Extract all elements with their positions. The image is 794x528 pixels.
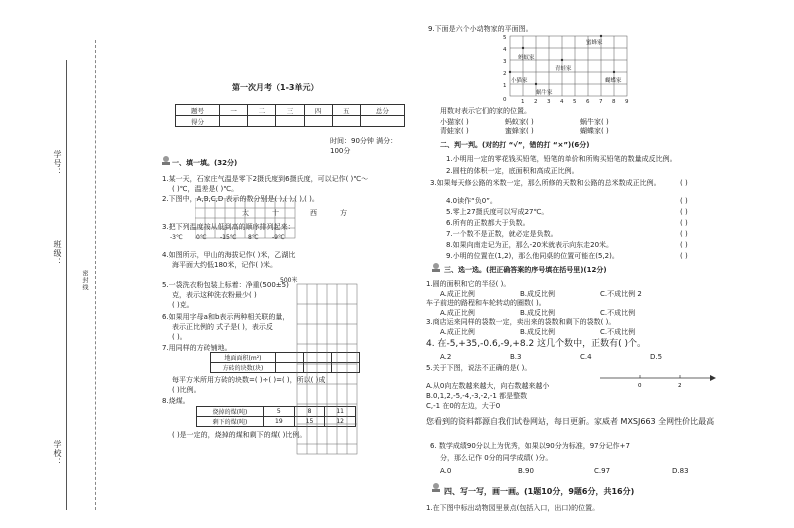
choice-opt: C.不成比例 bbox=[600, 328, 636, 336]
y-tick: 4 bbox=[503, 47, 507, 53]
q8-answer: ( )是一定的，烧掉的煤和剩下的煤( )比例。 bbox=[172, 431, 307, 439]
section2-heading: 二、判一判。(对的打 “√”，错的打 “×”)(6分) bbox=[440, 141, 590, 149]
choice-opt: D.5 bbox=[650, 353, 663, 361]
choice-opt: A.成正比例 bbox=[440, 328, 475, 336]
choice-opt: C.不成比例 2 bbox=[600, 290, 642, 298]
promo-note: 您看到的资料都源自我们试卷网站，每日更新。家威者 MXSJ663 全网性价比最高 bbox=[426, 417, 715, 426]
score-table bbox=[175, 104, 405, 127]
q3-value: -3℃ bbox=[170, 234, 183, 241]
score-header: 题号 bbox=[176, 105, 220, 116]
judge-paren: ( ) bbox=[680, 241, 688, 249]
q2-label: 十 bbox=[272, 209, 279, 217]
q5-text-c: ( )克。 bbox=[172, 301, 194, 309]
score-header: 五 bbox=[332, 105, 360, 116]
choice-opt: B.90 bbox=[518, 467, 534, 475]
choice-opt: B.0,1,2,-5,-4,-3,-2,-1 都是整数 bbox=[426, 392, 528, 400]
section4-heading: 四、写一写，画一画。(1题10分，9题6分，共16分) bbox=[444, 487, 635, 496]
x-tick: 9 bbox=[625, 99, 629, 104]
section3-heading: 三、选一选。(把正确答案的序号填在括号里)(12分) bbox=[444, 266, 607, 274]
overlay-grid-2 bbox=[295, 282, 365, 462]
pos-item: 蜗牛家( ) bbox=[580, 118, 609, 126]
choice-opt: C.4 bbox=[580, 353, 592, 361]
judge-paren: ( ) bbox=[680, 230, 688, 238]
cartoon-icon bbox=[430, 262, 442, 272]
q6-text-b: 表示正比例的 式子是( )，表示反 bbox=[172, 323, 273, 331]
q4-text: 4.如图所示，甲山的海拔记作( )米，乙湖比 bbox=[162, 251, 296, 259]
map-label: 蚂蚁家 bbox=[518, 55, 535, 61]
map-label: 小猫家 bbox=[511, 78, 528, 84]
q8-cell: 8 bbox=[294, 407, 325, 417]
axis-tick: 0 bbox=[638, 383, 642, 388]
judge-item: 9.小明的位置在(1,2)，那么他同桌的位置可能在(5,2)。 bbox=[446, 252, 619, 260]
choice-opt: B.3 bbox=[510, 353, 522, 361]
x-tick: 6 bbox=[586, 99, 590, 104]
q9-text: 9.下面是六个小动物家的平面图。 bbox=[428, 25, 533, 33]
q3-value: 0℃ bbox=[196, 234, 207, 241]
q4-text-b: 海平面大约低180米，记作( )米。 bbox=[172, 261, 278, 269]
judge-item: 7.一个数不是正数，就必定是负数。 bbox=[446, 230, 558, 238]
choice-opt: B.成反比例 bbox=[520, 290, 556, 298]
judge-item: 1.小明用一定的零花钱买铅笔，铅笔的单价和所购买铅笔的数量成反比例。 bbox=[446, 155, 677, 163]
pos-item: 小猫家( ) bbox=[440, 118, 469, 126]
choice-q6: 6. 数学成绩90分以上为优秀，如果以90分为标准，97分记作+7 bbox=[430, 442, 630, 450]
q8-text: 8.烧煤。 bbox=[162, 397, 190, 405]
judge-paren: ( ) bbox=[680, 208, 688, 216]
x-tick: 4 bbox=[560, 99, 564, 104]
judge-item: 8.如果向南走记为正，那么-20米就表示向东走20米。 bbox=[446, 241, 614, 249]
judge-paren: ( ) bbox=[680, 197, 688, 205]
choice-opt: A.成正比例 bbox=[440, 309, 475, 317]
q8-row-label: 烧掉的煤(吨) bbox=[197, 407, 264, 417]
q6-text: 6.如果用字母a和b表示两种相关联的量， bbox=[162, 313, 290, 321]
choice-opt: A.0 bbox=[440, 467, 452, 475]
q8-cell: 11 bbox=[325, 407, 356, 417]
q8-cell: 19 bbox=[264, 417, 295, 427]
q2-text: 2.下图中，A,B,C,D 表示的数分别是( ),( ),( ),( )。 bbox=[162, 195, 319, 203]
choice-opt: A.从0向左数越来越大，向右数越来越小 bbox=[426, 382, 550, 390]
q2-label: 西 bbox=[310, 209, 317, 217]
judge-item: 3.如果每天修公路的米数一定，那么所修的天数和公路的总米数成正比例。 bbox=[430, 179, 661, 187]
q7-text: 7.用同样的方砖铺地。 bbox=[162, 344, 232, 352]
binding-school: 学校： bbox=[53, 440, 62, 467]
q1-text-b: ( )℃，温差是( )℃。 bbox=[172, 185, 239, 193]
overlay-grid bbox=[195, 198, 305, 248]
score-row-label: 得分 bbox=[176, 116, 220, 127]
q5-text-b: 克，表示这种洗衣粉最少( ) bbox=[172, 291, 257, 299]
q2-label: 方 bbox=[340, 209, 347, 217]
q2-label: 太 bbox=[242, 209, 249, 217]
cartoon-icon bbox=[160, 155, 172, 165]
pos-item: 蜜蜂家( ) bbox=[505, 127, 534, 135]
score-header: 四 bbox=[304, 105, 332, 116]
pos-item: 蚂蚁家( ) bbox=[505, 118, 534, 126]
q6-text-c: ( )。 bbox=[172, 333, 187, 341]
section1-heading: 一、填一填。(32分) bbox=[172, 159, 238, 167]
x-tick: 2 bbox=[534, 99, 538, 104]
q1-text: 1.某一天，石家庄气温是零下2摄氏度到6摄氏度，可以记作( )℃～ bbox=[162, 175, 369, 183]
y-tick: 3 bbox=[503, 59, 507, 65]
pos-item: 蝴蝶家( ) bbox=[580, 127, 609, 135]
q3-text: 3.把下列温度按从低到高的顺序排列起来： bbox=[162, 223, 295, 231]
x-tick: 1 bbox=[521, 99, 525, 104]
animal-map bbox=[500, 32, 635, 104]
binding-class: 班级： bbox=[53, 240, 62, 267]
choice-opt: B.成反比例 bbox=[520, 328, 556, 336]
axis-tick: 2 bbox=[678, 383, 682, 388]
cartoon-icon bbox=[430, 482, 442, 492]
judge-item: 2.圆柱的体积一定，底面积和高成正比例。 bbox=[446, 167, 579, 175]
y-tick: 5 bbox=[503, 35, 507, 41]
map-label: 蝴蝶家 bbox=[605, 78, 622, 84]
pos-item: 青蛙家( ) bbox=[440, 127, 469, 135]
x-tick: 3 bbox=[547, 99, 551, 104]
map-label: 蜜蜂家 bbox=[586, 40, 603, 46]
q5-text: 5.一袋洗衣粉包装上标着：净重(500±5) bbox=[162, 281, 289, 289]
binding-seal-line: 密封线 bbox=[81, 270, 88, 291]
choice-q2: 车子前进的路程和车轮转动的圈数( )。 bbox=[426, 299, 546, 307]
seal-dashed-line bbox=[95, 40, 96, 510]
y-tick: 2 bbox=[503, 71, 507, 77]
q7-answer-b: ( )比例。 bbox=[172, 386, 201, 394]
q7-row-label: 方砖的块数(块) bbox=[211, 363, 276, 373]
judge-item: 6.所有的正数都大于负数。 bbox=[446, 219, 530, 227]
q4-label: 500米 bbox=[280, 277, 298, 284]
choice-opt: C.不成比例 bbox=[600, 309, 636, 317]
q8-cell: 12 bbox=[325, 417, 356, 427]
q8-cell: 15 bbox=[294, 417, 325, 427]
y-tick: 0 bbox=[503, 97, 507, 103]
choice-opt: A.2 bbox=[440, 353, 452, 361]
x-tick: 7 bbox=[599, 99, 603, 104]
q7-answer: 每平方米所用方砖的块数=( )÷( )=( )，所以( )成 bbox=[172, 376, 326, 384]
q7-row-label: 地面面积(m²) bbox=[211, 353, 276, 363]
choice-opt: A.成正比例 bbox=[440, 290, 475, 298]
choice-q1: 1.圆的面积和它的半径( )。 bbox=[426, 280, 511, 288]
choice-q3: 3.商店运来同样的袋数一定，卖出来的袋数和剩下的袋数( )。 bbox=[426, 318, 616, 326]
binding-line bbox=[66, 60, 67, 510]
y-tick: 1 bbox=[503, 83, 507, 89]
judge-paren: ( ) bbox=[680, 179, 688, 187]
q8-cell: 5 bbox=[264, 407, 295, 417]
score-header: 三 bbox=[276, 105, 304, 116]
x-tick: 8 bbox=[612, 99, 616, 104]
map-label: 蜗牛家 bbox=[536, 90, 553, 96]
pos-intro: 用数对表示它们的家的位置。 bbox=[440, 107, 531, 115]
time-info: 时间：90分钟 满分：100分 bbox=[330, 137, 398, 155]
q3-value: -15℃ bbox=[220, 234, 237, 241]
choice-opt: B.成反比例 bbox=[520, 309, 556, 317]
choice-opt: C.97 bbox=[594, 467, 611, 475]
judge-paren: ( ) bbox=[680, 219, 688, 227]
q3-value: -9℃ bbox=[272, 234, 285, 241]
judge-item: 4.0读作“负0”。 bbox=[446, 197, 497, 205]
score-header: 一 bbox=[220, 105, 248, 116]
q8-row-label: 剩下的煤(吨) bbox=[197, 417, 264, 427]
number-line bbox=[600, 368, 720, 388]
judge-item: 5.零上27摄氏度可以写成27℃。 bbox=[446, 208, 549, 216]
q3-value: 8℃ bbox=[248, 234, 259, 241]
choice-q4: 4. 在-5,+35,-0.6,-9,+8.2 这几个数中，正数有( )个。 bbox=[426, 339, 646, 349]
map-label: 青蛙家 bbox=[555, 66, 572, 72]
choice-opt: C,-1 在0的左边，大于0 bbox=[426, 402, 501, 410]
x-tick: 5 bbox=[573, 99, 577, 104]
judge-paren: ( ) bbox=[680, 252, 688, 260]
score-header: 二 bbox=[248, 105, 276, 116]
page-title: 第一次月考（1-3单元） bbox=[232, 83, 319, 92]
choice-q6-b: 分，那么记作 0分的同学成绩( )分。 bbox=[440, 454, 553, 462]
choice-q5: 5.关于下图，说法不正确的是( )。 bbox=[426, 364, 532, 372]
choice-opt: D.83 bbox=[672, 467, 689, 475]
draw-q1: 1.在下图中标出动物园里景点(包括入口，出口)的位置。 bbox=[426, 504, 600, 512]
binding-student-id: 学号： bbox=[53, 150, 62, 177]
score-header: 总分 bbox=[360, 105, 404, 116]
